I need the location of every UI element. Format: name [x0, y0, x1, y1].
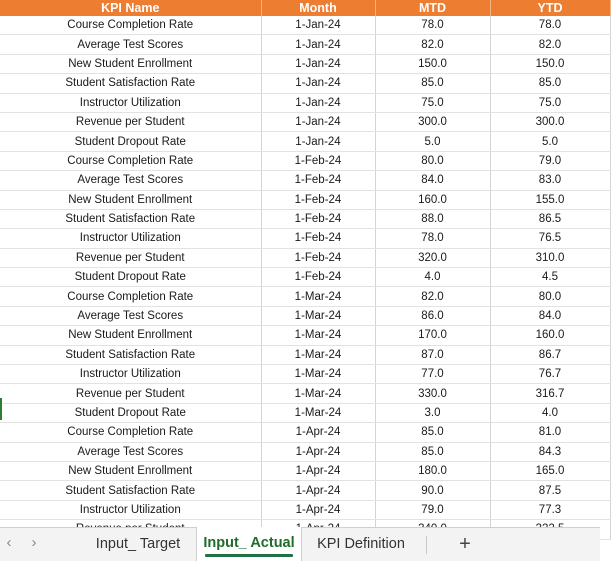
table-row [0, 74, 610, 93]
active-tab-indicator [205, 554, 293, 557]
kpi-name-cell[interactable]: Revenue per Student [0, 112, 261, 131]
mtd-cell[interactable]: 87.0 [375, 345, 490, 364]
mtd-cell[interactable]: 80.0 [375, 151, 490, 170]
ytd-cell[interactable]: 150.0 [490, 54, 610, 73]
month-cell[interactable]: 1-Mar-24 [261, 287, 375, 306]
mtd-cell[interactable]: 300.0 [375, 112, 490, 131]
ytd-cell[interactable]: 5.0 [490, 132, 610, 151]
mtd-cell[interactable]: 170.0 [375, 326, 490, 345]
table-row [0, 384, 610, 403]
tab-input-actual-label: Input_ Actual [203, 535, 295, 551]
add-sheet-icon[interactable]: + [459, 533, 471, 555]
column-header-kpi-name[interactable]: KPI Name [0, 0, 261, 16]
kpi-name-cell[interactable]: New Student Enrollment [0, 326, 261, 345]
table-row [0, 190, 610, 209]
table-row [0, 54, 610, 73]
month-cell[interactable]: 1-Feb-24 [261, 268, 375, 287]
chevron-right-icon[interactable]: › [31, 534, 37, 551]
month-cell[interactable]: 1-Mar-24 [261, 326, 375, 345]
month-cell[interactable]: 1-Mar-24 [261, 306, 375, 325]
table-row [0, 403, 610, 422]
ytd-cell[interactable]: 155.0 [490, 190, 610, 209]
table-row [0, 287, 610, 306]
month-cell[interactable]: 1-Jan-24 [261, 93, 375, 112]
month-cell[interactable]: 1-Feb-24 [261, 248, 375, 267]
month-cell[interactable]: 1-Feb-24 [261, 151, 375, 170]
ytd-cell[interactable]: 75.0 [490, 93, 610, 112]
month-cell[interactable]: 1-Jan-24 [261, 35, 375, 54]
month-cell[interactable]: 1-Apr-24 [261, 481, 375, 500]
ytd-cell[interactable]: 310.0 [490, 248, 610, 267]
header-row [0, 0, 610, 16]
ytd-cell[interactable]: 86.7 [490, 345, 610, 364]
ytd-cell[interactable]: 84.0 [490, 306, 610, 325]
table-row [0, 171, 610, 190]
mtd-cell[interactable]: 75.0 [375, 93, 490, 112]
kpi-name-cell[interactable]: Instructor Utilization [0, 93, 261, 112]
ytd-cell[interactable]: 84.3 [490, 442, 610, 461]
ytd-cell[interactable]: 165.0 [490, 461, 610, 480]
kpi-name-cell[interactable]: Student Satisfaction Rate [0, 209, 261, 228]
kpi-name-cell[interactable]: Revenue per Student [0, 384, 261, 403]
table-row [0, 345, 610, 364]
mtd-cell[interactable]: 85.0 [375, 423, 490, 442]
kpi-name-cell[interactable]: Instructor Utilization [0, 365, 261, 384]
kpi-name-cell[interactable]: Average Test Scores [0, 171, 261, 190]
tab-input-target[interactable]: Input_ Target [95, 536, 181, 552]
month-cell[interactable]: 1-Feb-24 [261, 171, 375, 190]
kpi-name-cell[interactable]: Student Dropout Rate [0, 132, 261, 151]
ytd-cell[interactable]: 4.0 [490, 403, 610, 422]
mtd-cell[interactable]: 78.0 [375, 229, 490, 248]
ytd-cell[interactable]: 316.7 [490, 384, 610, 403]
kpi-name-cell[interactable]: Revenue per Student [0, 248, 261, 267]
month-cell[interactable]: 1-Jan-24 [261, 16, 375, 35]
table-row [0, 35, 610, 54]
table-row [0, 229, 610, 248]
mtd-cell[interactable]: 90.0 [375, 481, 490, 500]
table-row [0, 209, 610, 228]
ytd-cell[interactable]: 4.5 [490, 268, 610, 287]
mtd-cell[interactable]: 85.0 [375, 74, 490, 93]
kpi-name-cell[interactable]: Course Completion Rate [0, 287, 261, 306]
kpi-name-cell[interactable]: Average Test Scores [0, 442, 261, 461]
mtd-cell[interactable]: 330.0 [375, 384, 490, 403]
chevron-left-icon[interactable]: ‹ [6, 534, 12, 551]
ytd-cell[interactable]: 86.5 [490, 209, 610, 228]
kpi-name-cell[interactable]: Student Satisfaction Rate [0, 74, 261, 93]
mtd-cell[interactable]: 160.0 [375, 190, 490, 209]
kpi-name-cell[interactable]: Course Completion Rate [0, 151, 261, 170]
ytd-cell[interactable]: 77.3 [490, 500, 610, 519]
ytd-cell[interactable]: 76.7 [490, 365, 610, 384]
kpi-name-cell[interactable]: Instructor Utilization [0, 500, 261, 519]
table-row [0, 306, 610, 325]
mtd-cell[interactable]: 86.0 [375, 306, 490, 325]
mtd-cell[interactable]: 180.0 [375, 461, 490, 480]
kpi-name-cell[interactable]: Student Satisfaction Rate [0, 481, 261, 500]
month-cell[interactable]: 1-Mar-24 [261, 384, 375, 403]
sheet-tab-bar [0, 527, 600, 561]
mtd-cell[interactable]: 84.0 [375, 171, 490, 190]
mtd-cell[interactable]: 82.0 [375, 287, 490, 306]
kpi-name-cell[interactable]: Average Test Scores [0, 306, 261, 325]
table-row [0, 151, 610, 170]
month-cell[interactable]: 1-Jan-24 [261, 74, 375, 93]
ytd-cell[interactable]: 79.0 [490, 151, 610, 170]
month-cell[interactable]: 1-Apr-24 [261, 500, 375, 519]
table-row [0, 423, 610, 442]
kpi-name-cell[interactable]: New Student Enrollment [0, 190, 261, 209]
kpi-name-cell[interactable]: Student Dropout Rate [0, 403, 261, 422]
tab-divider [426, 536, 427, 554]
kpi-name-cell[interactable]: Student Dropout Rate [0, 268, 261, 287]
ytd-cell[interactable]: 87.5 [490, 481, 610, 500]
table-row [0, 365, 610, 384]
kpi-name-cell[interactable]: Course Completion Rate [0, 16, 261, 35]
month-cell[interactable]: 1-Jan-24 [261, 112, 375, 131]
table-row [0, 442, 610, 461]
table-row [0, 268, 610, 287]
month-cell[interactable]: 1-Apr-24 [261, 442, 375, 461]
month-cell[interactable]: 1-Mar-24 [261, 403, 375, 422]
ytd-cell[interactable]: 81.0 [490, 423, 610, 442]
kpi-name-cell[interactable]: New Student Enrollment [0, 461, 261, 480]
table-row [0, 461, 610, 480]
kpi-name-cell[interactable]: Student Satisfaction Rate [0, 345, 261, 364]
table-row [0, 481, 610, 500]
mtd-cell[interactable]: 77.0 [375, 365, 490, 384]
mtd-cell[interactable]: 3.0 [375, 403, 490, 422]
table-row [0, 112, 610, 131]
ytd-cell[interactable]: 160.0 [490, 326, 610, 345]
month-cell[interactable]: 1-Apr-24 [261, 461, 375, 480]
ytd-cell[interactable]: 83.0 [490, 171, 610, 190]
table-row [0, 16, 610, 35]
column-header-ytd[interactable]: YTD [490, 0, 610, 16]
row-selection-marker [0, 398, 2, 420]
month-cell[interactable]: 1-Apr-24 [261, 423, 375, 442]
tab-kpi-definition[interactable]: KPI Definition [317, 536, 405, 552]
table-row [0, 132, 610, 151]
table-row [0, 248, 610, 267]
mtd-cell[interactable]: 79.0 [375, 500, 490, 519]
month-cell[interactable]: 1-Jan-24 [261, 132, 375, 151]
column-header-mtd[interactable]: MTD [375, 0, 490, 16]
month-cell[interactable]: 1-Mar-24 [261, 345, 375, 364]
mtd-cell[interactable]: 5.0 [375, 132, 490, 151]
ytd-cell[interactable]: 300.0 [490, 112, 610, 131]
month-cell[interactable]: 1-Feb-24 [261, 190, 375, 209]
month-cell[interactable]: 1-Feb-24 [261, 229, 375, 248]
kpi-name-cell[interactable]: Course Completion Rate [0, 423, 261, 442]
mtd-cell[interactable]: 150.0 [375, 54, 490, 73]
ytd-cell[interactable]: 82.0 [490, 35, 610, 54]
mtd-cell[interactable]: 320.0 [375, 248, 490, 267]
ytd-cell[interactable]: 80.0 [490, 287, 610, 306]
column-header-month[interactable]: Month [261, 0, 375, 16]
month-cell[interactable]: 1-Mar-24 [261, 365, 375, 384]
month-cell[interactable]: 1-Feb-24 [261, 209, 375, 228]
tab-input-actual[interactable] [196, 527, 302, 561]
mtd-cell[interactable]: 4.0 [375, 268, 490, 287]
kpi-name-cell[interactable]: New Student Enrollment [0, 54, 261, 73]
month-cell[interactable]: 1-Jan-24 [261, 54, 375, 73]
mtd-cell[interactable]: 78.0 [375, 16, 490, 35]
mtd-cell[interactable]: 88.0 [375, 209, 490, 228]
kpi-name-cell[interactable]: Average Test Scores [0, 35, 261, 54]
ytd-cell[interactable]: 78.0 [490, 16, 610, 35]
mtd-cell[interactable]: 82.0 [375, 35, 490, 54]
ytd-cell[interactable]: 76.5 [490, 229, 610, 248]
kpi-name-cell[interactable]: Instructor Utilization [0, 229, 261, 248]
mtd-cell[interactable]: 85.0 [375, 442, 490, 461]
table-row [0, 326, 610, 345]
table-row [0, 500, 610, 519]
table-row [0, 93, 610, 112]
ytd-cell[interactable]: 85.0 [490, 74, 610, 93]
